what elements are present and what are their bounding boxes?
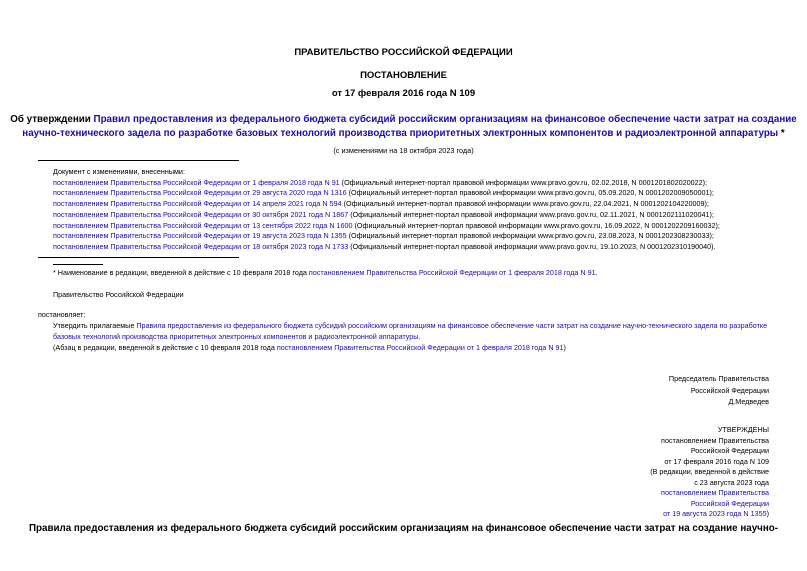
amendment-link[interactable]: постановлением Правительства Российской Федерации от 29 августа 2020 года N 1316 bbox=[53, 188, 347, 198]
approval-block bbox=[650, 425, 769, 520]
amendment-source: (Официальный интернет-портал правовой информации www.pravo.gov.ru, 16.09.2022, N 0001202209160032); bbox=[352, 220, 720, 230]
approval-link[interactable]: Российской Федерации bbox=[690, 498, 769, 508]
document-type: ПОСТАНОВЛЕНИЕ bbox=[360, 70, 447, 81]
note-suffix: ) bbox=[563, 343, 566, 352]
approval-line: с 23 августа 2023 года bbox=[694, 477, 769, 487]
amendment-link[interactable]: постановлением Правительства Российской Федерации от 19 августа 2023 года N 1355 bbox=[53, 231, 347, 241]
paragraph-note bbox=[38, 342, 770, 353]
document-title bbox=[0, 113, 807, 141]
list-item bbox=[53, 178, 720, 189]
footnote-link[interactable]: постановлением Правительства Российской Федерации от 1 февраля 2018 года N 91 bbox=[308, 268, 596, 277]
government-heading: ПРАВИТЕЛЬСТВО РОССИЙСКОЙ ФЕДЕРАЦИИ bbox=[294, 47, 513, 58]
amendment-source: (Официальный интернет-портал правовой информации www.pravo.gov.ru, 22.04.2021, N 0001202104220009); bbox=[341, 199, 709, 209]
footnote-text: * Наименование в редакции, введенной в действие с 10 февраля 2018 года bbox=[53, 268, 309, 277]
note-prefix: (Абзац в редакции, введенной в действие с 10 февраля 2018 года bbox=[53, 343, 277, 352]
approval-title: УТВЕРЖДЕНЫ bbox=[717, 425, 769, 434]
amendment-source: (Официальный интернет-портал правовой информации www.pravo.gov.ru, 19.10.2023, N 0001202310190040). bbox=[348, 241, 716, 251]
rules-heading: Правила предоставления из федерального бюджета субсидий российским организациям на финансовое обеспечение части затрат на создание научно- bbox=[28, 523, 779, 534]
decides-text: постановляет: bbox=[38, 310, 86, 319]
list-item bbox=[53, 210, 720, 221]
amendment-link[interactable]: постановлением Правительства Российской Федерации от 30 октября 2021 года N 1867 bbox=[53, 209, 349, 219]
footnote-divider bbox=[53, 264, 103, 265]
amendment-link[interactable]: постановлением Правительства Российской Федерации от 13 сентября 2022 года N 1600 bbox=[53, 220, 353, 230]
amendments-list bbox=[53, 167, 720, 253]
note-link[interactable]: постановлением Правительства Российской Федерации от 1 февраля 2018 года N 91 bbox=[276, 343, 564, 352]
list-item bbox=[53, 231, 720, 242]
approve-prefix: Утвердить прилагаемые bbox=[53, 321, 137, 330]
approve-paragraph bbox=[38, 320, 770, 353]
version-note: (с изменениями на 18 октября 2023 года) bbox=[333, 146, 474, 155]
amendment-source: (Официальный интернет-портал правовой информации www.pravo.gov.ru, 02.02.2018, N 0001201802020022); bbox=[339, 177, 707, 187]
list-item bbox=[53, 242, 720, 253]
approval-close: ) bbox=[766, 509, 769, 518]
amendment-source: (Официальный интернет-портал правовой информации www.pravo.gov.ru, 05.09.2020, N 0001202009050001); bbox=[346, 188, 714, 198]
approval-line: от 17 февраля 2016 года N 109 bbox=[664, 456, 769, 466]
footnote-suffix: . bbox=[595, 268, 598, 277]
title-link[interactable]: Правил предоставления из федерального бюджета субсидий российским организациям на финансовое обеспечение части затрат на создание bbox=[93, 114, 797, 125]
amendment-source: (Официальный интернет-портал правовой информации www.pravo.gov.ru, 23.08.2023, N 0001202308230033); bbox=[346, 231, 714, 241]
issuer-text: Правительство Российской Федерации bbox=[53, 290, 184, 299]
approval-line: постановлением Правительства bbox=[661, 435, 769, 445]
signature-country: Российской Федерации bbox=[690, 385, 769, 395]
rules-link[interactable]: Правила предоставления из федерального бюджета субсидий российским организациям на финансовое обеспечение части затрат на создание научно-технического задела по разработке базовых технологий производства приоритетных электронных компонентов и радиоэлектронной аппаратуры bbox=[53, 321, 768, 341]
amendment-source: (Официальный интернет-портал правовой информации www.pravo.gov.ru, 02.11.2021, N 0001202111020041); bbox=[348, 209, 714, 219]
approval-line: (В редакции, введенной в действие bbox=[650, 467, 769, 476]
approval-link[interactable]: от 19 августа 2023 года N 1355 bbox=[663, 509, 767, 518]
signature-name: Д.Медведев bbox=[728, 397, 769, 406]
signature-position: Председатель Правительства bbox=[668, 374, 769, 383]
title-link-line2[interactable]: научно-технического задела по разработке базовых технологий производства приоритетных электронных компонентов и радиоэлектронной аппаратуры bbox=[22, 128, 779, 139]
document-date-number: от 17 февраля 2016 года N 109 bbox=[331, 88, 476, 99]
divider-bottom bbox=[38, 257, 239, 258]
amendment-link[interactable]: постановлением Правительства Российской Федерации от 18 октября 2023 года N 1733 bbox=[53, 241, 349, 251]
signature-block bbox=[669, 373, 769, 408]
divider-top bbox=[38, 160, 239, 161]
approval-link[interactable]: постановлением Правительства bbox=[661, 488, 769, 497]
footnote bbox=[53, 268, 598, 277]
title-prefix: Об утверждении bbox=[10, 114, 94, 125]
amendment-link[interactable]: постановлением Правительства Российской Федерации от 1 февраля 2018 года N 91 bbox=[53, 177, 340, 187]
list-item bbox=[53, 221, 720, 232]
amendment-link[interactable]: постановлением Правительства Российской Федерации от 14 апреля 2021 года N 594 bbox=[53, 199, 342, 209]
list-item bbox=[53, 199, 720, 210]
amendments-intro: Документ с изменениями, внесенными: bbox=[53, 167, 185, 176]
approve-suffix: . bbox=[418, 332, 421, 341]
list-item bbox=[53, 188, 720, 199]
approval-line: Российской Федерации bbox=[690, 446, 769, 455]
title-asterisk: * bbox=[778, 128, 785, 139]
